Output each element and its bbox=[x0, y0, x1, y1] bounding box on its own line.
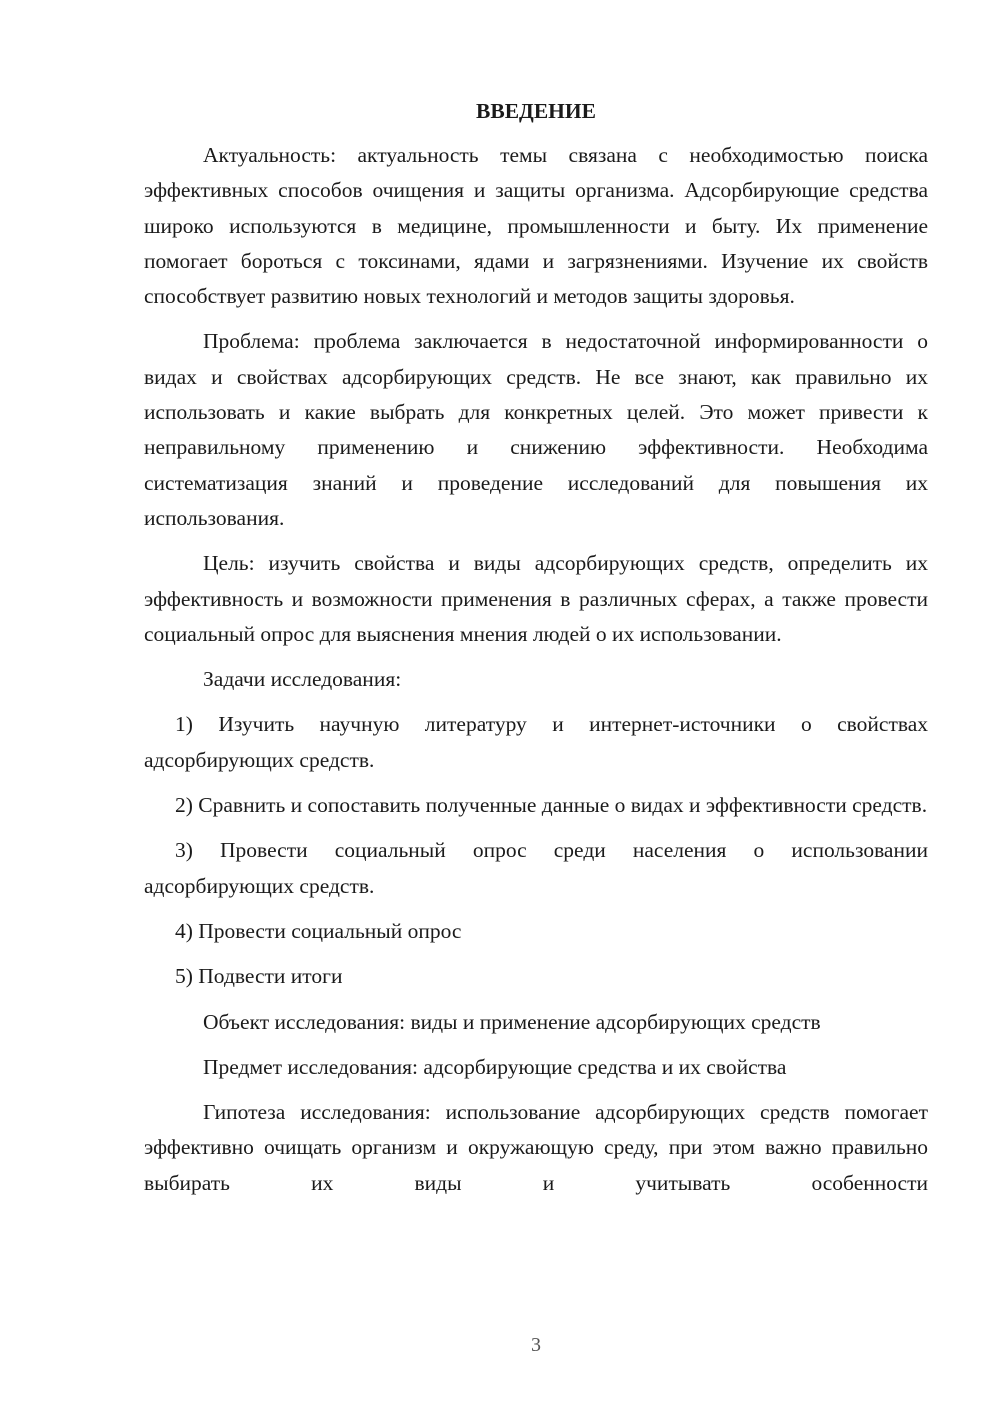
task-item-2: 2) Сравнить и сопоставить полученные данные о видах и эффективности средств. bbox=[175, 793, 928, 818]
task-item-4: 4) Провести социальный опрос bbox=[175, 918, 462, 943]
tasks-heading: Задачи исследования: bbox=[203, 667, 402, 692]
paragraph-relevance: Актуальность: актуальность темы связана с необходимостью поиска эффективных способов очищения и защиты организма. Адсорбирующие средства широко используются в медицине, промышленности и быту. Их применение помогает бороться с токсинами, ядами и загрязнениями. Изучение их свойств способствует развитию новых технологий и методов защиты здоровья. bbox=[144, 143, 928, 309]
page-content bbox=[144, 95, 928, 1201]
page-number: 3 bbox=[531, 1334, 541, 1356]
paragraph-goal: Цель: изучить свойства и виды адсорбирующих средств, определить их эффективность и возможности применения в различных сферах, а также провести социальный опрос для выяснения мнения людей о их использовании. bbox=[144, 551, 928, 646]
task-item-3: 3) Провести социальный опрос среди населения о использовании адсорбирующих средств. bbox=[144, 838, 928, 898]
task-item-1: 1) Изучить научную литературу и интернет-источники о свойствах адсорбирующих средств. bbox=[144, 712, 928, 772]
paragraph-object: Объект исследования: виды и применение адсорбирующих средств bbox=[203, 1009, 821, 1034]
task-item-5: 5) Подвести итоги bbox=[175, 964, 343, 989]
paragraph-hypothesis: Гипотеза исследования: использование адсорбирующих средств помогает эффективно очищать организм и окружающую среду, при этом важно правильно выбирать их виды и учитывать особенности bbox=[144, 1100, 928, 1195]
page-title: ВВЕДЕНИЕ bbox=[476, 99, 596, 123]
paragraph-problem: Проблема: проблема заключается в недостаточной информированности о видах и свойствах адсорбирующих средств. Не все знают, как правильно их использовать и какие выбрать для конкретных целей. Это может привести к неправильному применению и снижению эффективности. Необходима систематизация знаний и проведение исследований для повышения их использования. bbox=[144, 329, 928, 530]
paragraph-subject: Предмет исследования: адсорбирующие средства и их свойства bbox=[203, 1054, 787, 1079]
